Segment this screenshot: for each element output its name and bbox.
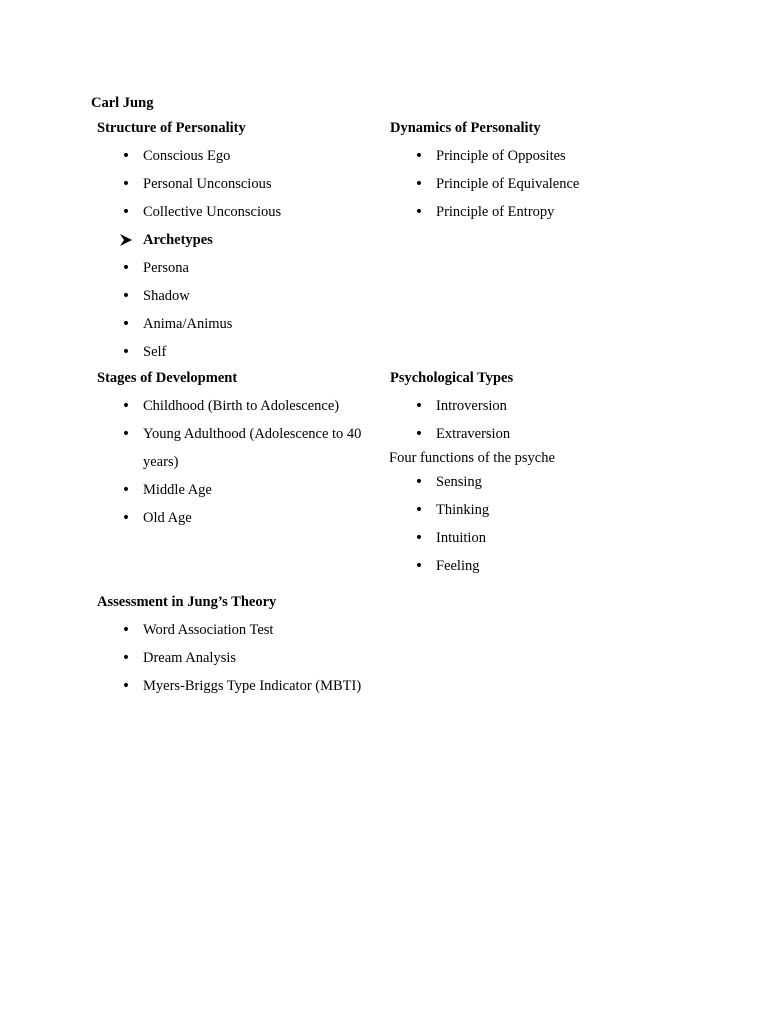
list-item: • Anima/Animus bbox=[97, 310, 383, 338]
bullet-icon: • bbox=[121, 426, 131, 442]
stages-of-development-list bbox=[97, 392, 383, 532]
bullet-icon: • bbox=[121, 398, 131, 414]
list-item: • Thinking bbox=[390, 496, 676, 524]
document-title: Carl Jung bbox=[91, 95, 154, 111]
assessment-list bbox=[97, 616, 403, 700]
bullet-icon: • bbox=[414, 204, 424, 220]
psychological-types-section bbox=[390, 369, 676, 580]
four-functions-list bbox=[390, 468, 676, 580]
list-item: • Personal Unconscious bbox=[97, 170, 383, 198]
bullet-icon: • bbox=[121, 148, 131, 164]
assessment-section bbox=[97, 593, 403, 700]
stages-of-development-section bbox=[97, 369, 383, 532]
list-item-archetypes: Archetypes bbox=[97, 226, 383, 254]
bullet-icon: • bbox=[121, 204, 131, 220]
structure-of-personality-heading: Structure of Personality bbox=[97, 120, 246, 136]
bullet-icon: • bbox=[414, 148, 424, 164]
bullet-icon: • bbox=[414, 502, 424, 518]
bullet-icon: • bbox=[414, 398, 424, 414]
bullet-icon: • bbox=[121, 510, 131, 526]
list-item: • Dream Analysis bbox=[97, 644, 383, 672]
list-item: • Word Association Test bbox=[97, 616, 383, 644]
stages-of-development-heading: Stages of Development bbox=[97, 370, 238, 386]
list-item: • Persona bbox=[97, 254, 383, 282]
list-item: • Extraversion bbox=[390, 420, 676, 448]
list-item: • Principle of Opposites bbox=[390, 142, 676, 170]
bullet-icon: • bbox=[121, 176, 131, 192]
structure-of-personality-list bbox=[97, 142, 383, 366]
list-item: • Old Age bbox=[97, 504, 383, 532]
list-item: • Middle Age bbox=[97, 476, 383, 504]
bullet-icon: • bbox=[414, 426, 424, 442]
list-item: • Young Adulthood (Adolescence to 40 years) bbox=[97, 420, 383, 476]
dynamics-of-personality-list bbox=[390, 142, 676, 226]
arrow-bullet-icon bbox=[119, 234, 133, 246]
structure-of-personality-section bbox=[97, 119, 383, 366]
bullet-icon: • bbox=[121, 650, 131, 666]
bullet-icon: • bbox=[414, 558, 424, 574]
dynamics-of-personality-section bbox=[390, 119, 676, 226]
bullet-icon: • bbox=[121, 288, 131, 304]
bullet-icon: • bbox=[121, 316, 131, 332]
bullet-icon: • bbox=[121, 482, 131, 498]
list-item: • Conscious Ego bbox=[97, 142, 383, 170]
list-item: • Sensing bbox=[390, 468, 676, 496]
list-item: • Myers-Briggs Type Indicator (MBTI) bbox=[97, 672, 403, 700]
list-item: • Introversion bbox=[390, 392, 676, 420]
list-item: • Principle of Entropy bbox=[390, 198, 676, 226]
list-item: • Principle of Equivalence bbox=[390, 170, 676, 198]
list-item: • Intuition bbox=[390, 524, 676, 552]
four-functions-label: Four functions of the psyche bbox=[389, 450, 555, 466]
assessment-heading: Assessment in Jung’s Theory bbox=[97, 594, 277, 610]
list-item: • Self bbox=[97, 338, 383, 366]
list-item: • Shadow bbox=[97, 282, 383, 310]
psychological-types-heading: Psychological Types bbox=[390, 370, 514, 386]
bullet-icon: • bbox=[121, 344, 131, 360]
list-item: • Childhood (Birth to Adolescence) bbox=[97, 392, 383, 420]
list-item: • Feeling bbox=[390, 552, 676, 580]
dynamics-of-personality-heading: Dynamics of Personality bbox=[390, 120, 541, 136]
bullet-icon: • bbox=[414, 474, 424, 490]
bullet-icon: • bbox=[414, 176, 424, 192]
bullet-icon: • bbox=[121, 678, 131, 694]
bullet-icon: • bbox=[121, 260, 131, 276]
list-item: • Collective Unconscious bbox=[97, 198, 383, 226]
bullet-icon: • bbox=[121, 622, 131, 638]
bullet-icon: • bbox=[414, 530, 424, 546]
psychological-types-list bbox=[390, 392, 676, 448]
